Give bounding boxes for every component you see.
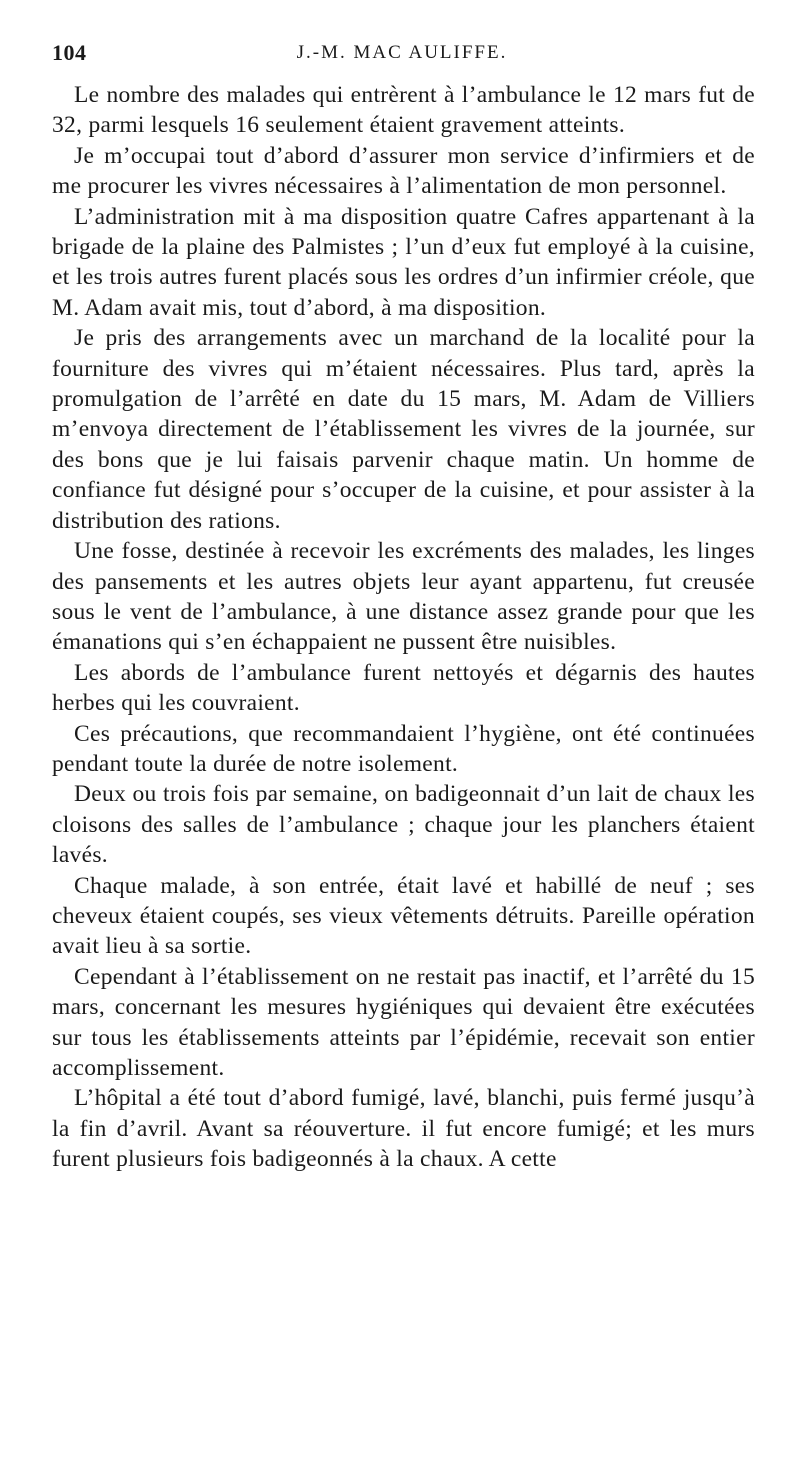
- running-head: [52, 40, 752, 70]
- paragraph: Les abords de l’ambulance furent nettoyés et dégarnis des hautes herbes qui les couvraient.: [52, 659, 755, 717]
- paragraph: Je m’occupai tout d’abord d’assurer mon service d’infirmiers et de me procurer les vivres nécessaires à l’alimentation de mon personnel.: [52, 142, 755, 200]
- paragraph: L’hôpital a été tout d’abord fumigé, lavé, blanchi, puis fermé jusqu’à la fin d’avril. Avant sa réouverture. il fut encore fumigé; et les murs furent plusieurs fois badigeonnés à la chaux. A cette: [52, 1085, 755, 1173]
- paragraph: Chaque malade, à son entrée, était lavé et habillé de neuf ; ses cheveux étaient coupés, ses vieux vêtements détruits. Pareille opération avait lieu à sa sortie.: [52, 872, 755, 960]
- page-number: 104: [52, 40, 87, 65]
- paragraph: Une fosse, destinée à recevoir les excréments des malades, les linges des pansements et les autres objets leur ayant appartenu, fut creusée sous le vent de l’ambulance, à une distance assez grande pour que les émanations qui s’en échappaient ne pussent être nuisibles.: [52, 538, 755, 656]
- running-title: J.-M. MAC AULIFFE.: [296, 42, 508, 63]
- paragraph: Deux ou trois fois par semaine, on badigeonnait d’un lait de chaux les cloisons des salles de l’ambulance ; chaque jour les planchers étaient lavés.: [52, 781, 755, 869]
- body-text: [52, 80, 755, 1175]
- paragraph: Je pris des arrangements avec un marchand de la localité pour la fourniture des vivres qui m’étaient nécessaires. Plus tard, après la promulgation de l’arrêté en date du 15 mars, M. Adam de Villiers m’envoya directement de l’établissement les vivres de la journée, sur des bons que je lui faisais parvenir chaque matin. Un homme de confiance fut désigné pour s’occuper de la cuisine, et pour assister à la distribution des rations.: [52, 325, 755, 534]
- paragraph: Le nombre des malades qui entrèrent à l’ambulance le 12 mars fut de 32, parmi lesquels 16 seulement étaient gravement atteints.: [52, 82, 755, 139]
- paragraph: Ces précautions, que recommandaient l’hygiène, ont été continuées pendant toute la durée de notre isolement.: [52, 720, 755, 777]
- paragraph: Cependant à l’établissement on ne restait pas inactif, et l’arrêté du 15 mars, concernant les mesures hygiéniques qui devaient être exécutées sur tous les établissements atteints par l’épidémie, recevait son entier accomplissement.: [52, 963, 755, 1081]
- paragraph: L’administration mit à ma disposition quatre Cafres appartenant à la brigade de la plaine des Palmistes ; l’un d’eux fut employé à la cuisine, et les trois autres furent placés sous les ordres d’un infirmier créole, que M. Adam avait mis, tout d’abord, à ma disposition.: [52, 203, 755, 321]
